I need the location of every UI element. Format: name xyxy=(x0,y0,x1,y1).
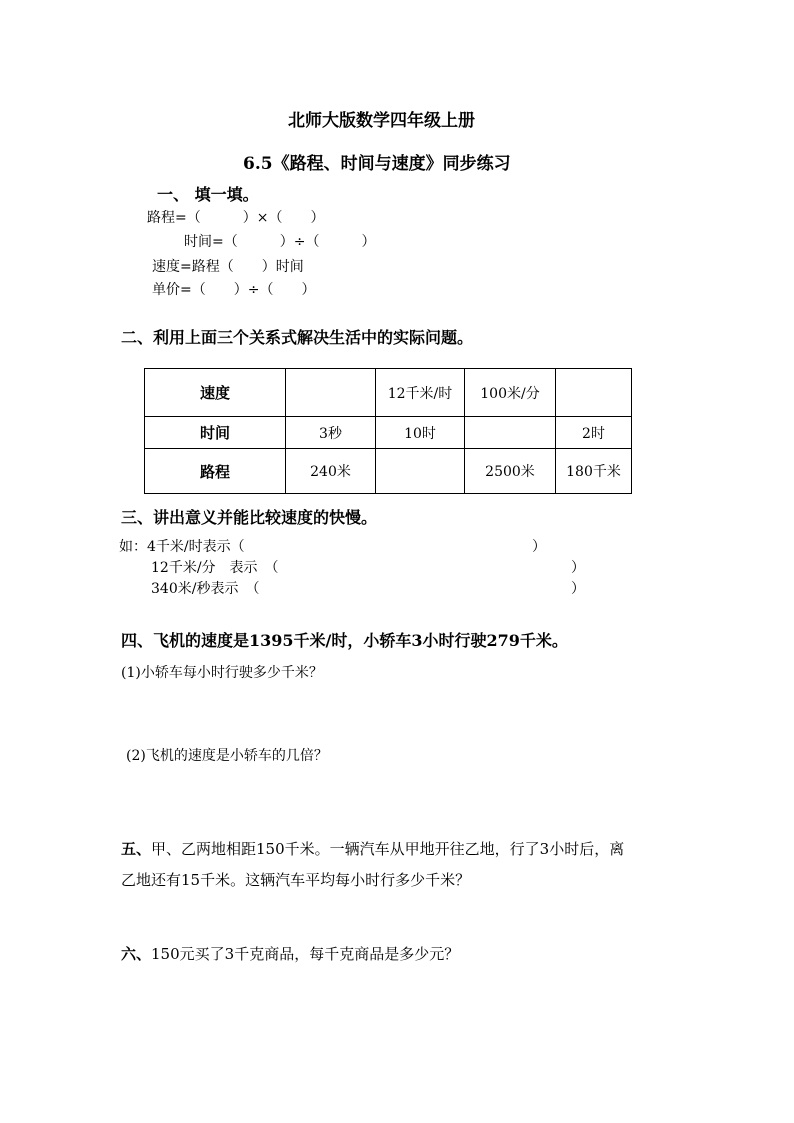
table-row-time xyxy=(145,417,632,449)
section-4-heading: 四、飞机的速度是1395千米/时，小轿车3小时行驶279千米。 xyxy=(121,631,568,650)
row-header-speed: 速度 xyxy=(145,369,286,417)
table-cell: 2500米 xyxy=(465,449,556,494)
table-cell xyxy=(465,417,556,449)
table-cell: 3秒 xyxy=(286,417,376,449)
section-5-number: 五、 xyxy=(121,840,152,858)
section-1-heading: 一、 填一填。 xyxy=(157,185,259,204)
table-cell: 2时 xyxy=(556,417,632,449)
meaning-line-3-close: ） xyxy=(571,581,585,597)
question-4-1: (1)小轿车每小时行驶多少千米？ xyxy=(121,665,323,681)
question-4-2: (2)飞机的速度是小轿车的几倍？ xyxy=(126,748,328,764)
table-row-speed xyxy=(145,369,632,417)
page-subtitle: 6.5《路程、时间与速度》同步练习 xyxy=(243,154,511,174)
formula-unit-price: 单价=（ ）÷（ ） xyxy=(152,282,316,298)
section-6-text: 150元买了3千克商品，每千克商品是多少元？ xyxy=(151,945,460,963)
table-cell: 10时 xyxy=(376,417,465,449)
speed-time-distance-table xyxy=(144,368,632,494)
formula-time: 时间=（ ）÷（ ） xyxy=(184,234,376,250)
table-cell: 100米/分 xyxy=(465,369,556,417)
table-cell: 180千米 xyxy=(556,449,632,494)
section-6 xyxy=(121,943,459,964)
section-5-line-1 xyxy=(121,838,624,859)
table-cell: 12千米/时 xyxy=(376,369,465,417)
row-header-time: 时间 xyxy=(145,417,286,449)
section-6-number: 六、 xyxy=(121,945,152,963)
meaning-line-1: 如：4千米/时表示（ xyxy=(119,539,245,555)
section-3-heading: 三、讲出意义并能比较速度的快慢。 xyxy=(121,508,378,527)
section-5-line-2: 乙地还有15千米。这辆汽车平均每小时行多少千米？ xyxy=(121,871,471,889)
meaning-line-3: 340米/秒表示 （ xyxy=(151,581,260,597)
page-title: 北师大版数学四年级上册 xyxy=(288,111,475,131)
section-5-text: 甲、乙两地相距150千米。一辆汽车从甲地开往乙地，行了3小时后，离 xyxy=(151,840,625,858)
meaning-line-2-close: ） xyxy=(571,560,585,576)
formula-speed: 速度=路程（ ）时间 xyxy=(152,259,304,275)
table-cell: 240米 xyxy=(286,449,376,494)
row-header-distance: 路程 xyxy=(145,449,286,494)
table-row-distance xyxy=(145,449,632,494)
meaning-line-2: 12千米/分 表示 （ xyxy=(151,560,279,576)
table-cell xyxy=(556,369,632,417)
meaning-line-1-close: ） xyxy=(532,539,546,555)
table-cell xyxy=(376,449,465,494)
table-cell xyxy=(286,369,376,417)
formula-distance: 路程=（ ）×（ ） xyxy=(147,210,325,226)
section-2-heading: 二、利用上面三个关系式解决生活中的实际问题。 xyxy=(121,328,474,347)
